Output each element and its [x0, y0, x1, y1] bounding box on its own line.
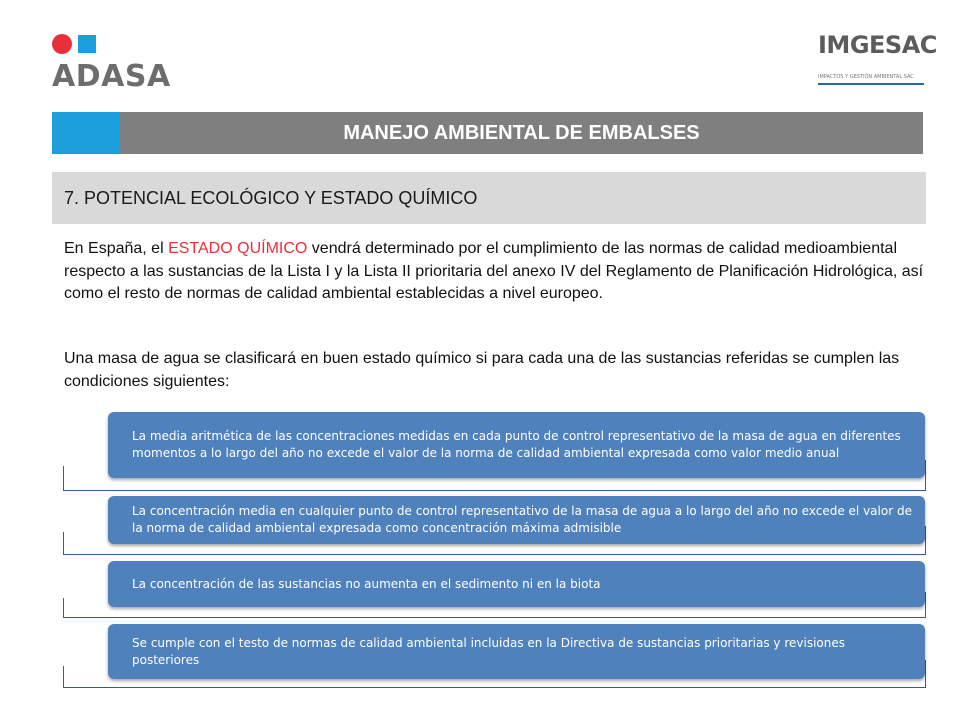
section-heading-bar — [52, 172, 926, 224]
title-accent-block — [52, 112, 120, 154]
blue-square-icon — [78, 35, 96, 53]
estado-quimico-highlight: ESTADO QUÍMICO — [168, 240, 308, 257]
condition-text: Se cumple con el testo de normas de calidad ambiental incluidas en la Directiva de sustancias prioritarias y revisiones posteriores — [132, 635, 846, 667]
adasa-logo-text: ADASA — [52, 59, 171, 94]
condition-text: La media aritmética de las concentraciones medidas en cada punto de control representativo de la masa de agua en diferentes momentos a lo largo del año no excede el valor de la norma de calidad ambiental expresada como valor medio anual — [132, 429, 901, 460]
condition-box — [108, 561, 925, 607]
page-title: MANEJO AMBIENTAL DE EMBALSES — [343, 122, 700, 144]
condition-text: La concentración de las sustancias no aumenta en el sedimento ni en la biota — [132, 576, 601, 591]
title-bar — [52, 112, 923, 154]
paragraph1-before: En España, el — [64, 240, 169, 257]
adasa-logo — [52, 32, 182, 94]
imgesac-tagline: IMPACTOS Y GESTIÓN AMBIENTAL SAC — [818, 74, 914, 80]
condition-box — [108, 624, 925, 679]
red-circle-icon — [52, 34, 72, 54]
imgesac-underline — [818, 83, 924, 85]
paragraph1-after: vendrá determinado por el cumplimiento de las normas de calidad medioambiental respecto a las sustancias de la Lista I y la Lista II prioritaria del anexo IV del Reglamento de Planificación Hidrológica, así como el resto de normas de calidad ambiental establecidas a nivel europeo. — [64, 240, 924, 302]
paragraph-conditions-intro: Una masa de agua se clasificará en buen estado químico si para cada una de las sustancias referidas se cumplen las condiciones siguientes: — [64, 350, 900, 390]
condition-box — [108, 412, 925, 478]
condition-text: La concentración media en cualquier punto de control representativo de la masa de agua a lo largo del año no excede el valor de la norma de calidad ambiental expresada como concentración máxima admisible — [132, 504, 912, 535]
condition-box — [108, 496, 925, 544]
paragraph-estado-quimico — [64, 238, 926, 306]
imgesac-logo — [818, 30, 937, 96]
section-heading: 7. POTENCIAL ECOLÓGICO Y ESTADO QUÍMICO — [64, 188, 478, 208]
imgesac-logo-text: IMGESAC — [818, 31, 937, 59]
